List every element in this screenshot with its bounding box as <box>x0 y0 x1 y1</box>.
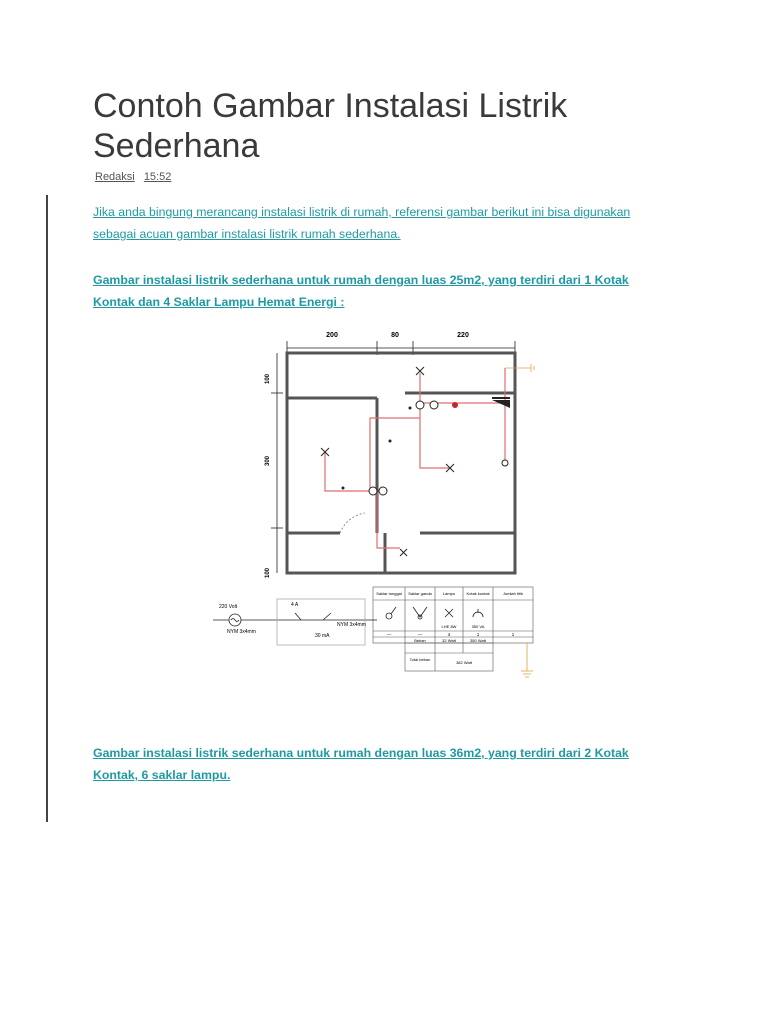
wiring-paths <box>325 368 505 548</box>
beban-value-1: 32 Watt <box>442 638 456 643</box>
table-header-saklar-ganda: Saklar ganda <box>408 591 432 596</box>
wiring-diagram-25m2 <box>205 323 545 685</box>
author-link[interactable]: Redaksi <box>95 171 135 183</box>
table-count-5: 1 <box>511 632 515 637</box>
total-beban-value: 382 Watt <box>456 660 472 665</box>
dim-left-3: 100 <box>265 567 271 579</box>
dim-left-2: 300 <box>265 455 271 467</box>
post-time-link[interactable]: 15:52 <box>143 171 172 183</box>
dimension-lines <box>271 341 515 573</box>
ground-symbol-bottom <box>521 643 533 677</box>
total-beban-label: Total beban <box>409 657 431 662</box>
panel-box <box>492 400 510 408</box>
cable-in-label: NYM 3x4mm <box>227 629 256 635</box>
dim-top-3: 220 <box>457 332 469 339</box>
junction-dot <box>452 402 458 408</box>
table-header-saklar-tunggal: Saklar tunggal <box>376 591 402 596</box>
dim-top-1: 200 <box>326 332 338 339</box>
table-spec-kotak: 350 VA <box>471 624 485 629</box>
article-meta <box>95 171 177 183</box>
table-count-2: — <box>417 632 423 637</box>
ground-symbol-top <box>505 364 534 372</box>
left-border-rule <box>46 195 48 822</box>
table-symbols <box>386 607 483 619</box>
floor-plan-walls <box>287 353 515 573</box>
table-count-3: 4 <box>447 632 451 637</box>
dim-left-1: 100 <box>265 373 271 385</box>
table-spec-lampu: LHE 8W <box>441 624 457 629</box>
table-header-kotak-kontak: Kotak kontak <box>466 591 490 596</box>
door-arc <box>340 513 365 533</box>
intro-paragraph[interactable]: Jika anda bingung merancang instalasi listrik di rumah, referensi gambar berikut ini bisa digunakan sebagai acuan gambar instalasi listrik rumah sederhana. <box>93 205 631 241</box>
table-count-4: 1 <box>476 632 480 637</box>
breaker-rating: 4 A <box>291 602 299 608</box>
beban-value-2: 350 Watt <box>470 638 486 643</box>
dim-top-2: 80 <box>391 332 399 339</box>
section-heading-36m2[interactable]: Gambar instalasi listrik sederhana untuk rumah dengan luas 36m2, yang terdiri dari 2 Kotak Kontak, 6 saklar lampu. <box>93 746 629 782</box>
switch-icons <box>369 401 508 495</box>
junction-dot-2 <box>342 487 345 490</box>
rcd-rating: 30 mA <box>315 633 330 639</box>
article-title: Contoh Gambar Instalasi Listrik Sederhana <box>93 87 568 165</box>
junction-dot-4 <box>409 407 412 410</box>
table-header-jumlah-titik: Jumlah titik <box>502 591 524 596</box>
beban-label: Beban <box>414 638 426 643</box>
cable-out-label: NYM 3x4mm <box>337 622 366 628</box>
supply-voltage: 220 Volt <box>219 604 238 610</box>
section-heading-25m2[interactable]: Gambar instalasi listrik sederhana untuk rumah dengan luas 25m2, yang terdiri dari 1 Kotak Kontak dan 4 Saklar Lampu Hemat Energi : <box>93 273 629 309</box>
table-count-1: — <box>386 632 392 637</box>
lamp-icons <box>321 367 454 556</box>
table-header-lampu: Lampu <box>442 591 456 596</box>
load-table <box>373 587 533 671</box>
junction-dot-3 <box>389 440 392 443</box>
